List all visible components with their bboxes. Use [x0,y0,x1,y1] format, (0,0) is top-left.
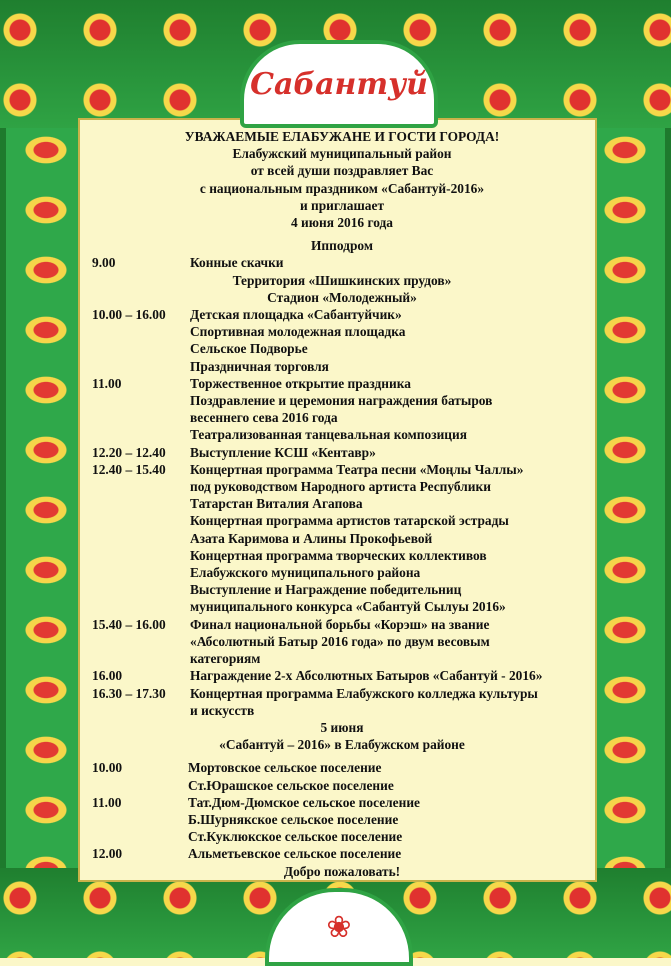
schedule-time: 9.00 [92,255,116,271]
schedule-row [92,633,592,650]
schedule-row [92,444,592,461]
schedule-time: 10.00 – 16.00 [92,307,166,323]
venue-title: Территория «Шишкинских прудов» [232,272,452,288]
schedule-event: Альметьевское сельское поселение [188,846,402,862]
day2-date: 5 июня [320,719,364,735]
schedule-event: Финал национальной борьбы «Корэш» на звание [190,616,490,632]
schedule-time [92,777,188,794]
schedule-event: Мортовское сельское поселение [188,760,382,776]
schedule-row [92,667,592,684]
logo-text: Сабантуй [250,66,428,102]
schedule-row [92,375,592,392]
schedule-time: 15.40 – 16.00 [92,616,166,632]
schedule-row [92,254,592,271]
schedule-time: 16.30 – 17.30 [92,685,166,701]
schedule-event: Концертная программа Елабужского колледжа культуры [190,685,538,701]
schedule-event: Конные скачки [190,255,284,271]
schedule-time: 11.00 [92,794,122,810]
schedule-time [92,358,190,375]
schedule-event: Сельское Подворье [190,341,308,357]
schedule-event: категориям [190,651,261,667]
schedule-time [92,340,190,357]
sabantuy-logo [240,40,438,128]
greeting-line: от всей души поздравляет Вас [250,163,434,179]
schedule-time: 11.00 [92,375,122,391]
schedule-time [92,581,190,598]
schedule-row [92,512,592,529]
schedule-row [92,306,592,323]
venue-title: Ипподром [311,238,373,254]
schedule-row [92,777,592,794]
day2-schedule [92,759,592,862]
schedule-event: Театрализованная танцевальная композиция [190,427,467,443]
schedule-event: Ст.Куклюкское сельское поселение [188,829,403,845]
schedule-row [92,794,592,811]
schedule-row [92,547,592,564]
schedule-row [92,409,592,426]
schedule-event: Б.Шурнякское сельское поселение [188,811,399,827]
schedule-time: 12.00 [92,846,123,862]
greeting-line: с национальным праздником «Сабантуй-2016» [199,180,485,196]
schedule-row [92,598,592,615]
schedule-row [92,530,592,547]
schedule-time [92,409,190,426]
schedule-row [92,616,592,633]
schedule-time [92,702,190,719]
schedule-event: Торжественное открытие праздника [190,375,411,391]
schedule-event: Елабужского муниципального района [190,565,421,581]
schedule-row [92,828,592,845]
schedule-event: Выступление КСШ «Кентавр» [190,444,376,460]
schedule-time [92,530,190,547]
schedule-event: и искусств [190,702,255,718]
schedule-row [92,461,592,478]
schedule-event: Татарстан Виталия Агапова [190,496,363,512]
schedule-time [92,564,190,581]
schedule-event: Награждение 2-х Абсолютных Батыров «Сабантуй - 2016» [190,668,543,684]
schedule-time [92,426,190,443]
schedule-row [92,564,592,581]
schedule-event: Концертная программа Театра песни «Моңлы Чаллы» [190,461,524,477]
schedule-row [92,845,592,862]
greeting-line: Елабужский муниципальный район [232,146,452,162]
schedule-event: «Абсолютный Батыр 2016 года» по двум весовым [190,633,490,649]
greeting-heading: УВАЖАЕМЫЕ ЕЛАБУЖАНЕ И ГОСТИ ГОРОДА! [184,129,500,144]
schedule-event: Концертная программа артистов татарской эстрады [190,513,509,529]
schedule-time [92,478,190,495]
schedule-row [92,495,592,512]
schedule-row [92,358,592,375]
schedule-row [92,323,592,340]
schedule-row [92,811,592,828]
venue-title: Стадион «Молодежный» [267,289,417,305]
schedule-event: Поздравление и церемония награждения батыров [190,393,493,409]
schedule-time [92,828,188,845]
schedule-row [92,340,592,357]
schedule-time: 12.20 – 12.40 [92,444,166,460]
schedule-event: Азата Каримова и Алины Прокофьевой [190,530,433,546]
day1-schedule [92,306,592,719]
schedule-row [92,759,592,776]
schedule-row [92,478,592,495]
schedule-row [92,650,592,667]
schedule-time [92,598,190,615]
schedule-row [92,685,592,702]
schedule-event: Ст.Юрашское сельское поселение [188,777,394,793]
schedule-row [92,581,592,598]
schedule-time: 12.40 – 15.40 [92,461,166,477]
schedule-time [92,811,188,828]
schedule-row [92,702,592,719]
schedule-row [92,392,592,409]
invitation-text [92,128,592,880]
schedule-event: муниципального конкурса «Сабантуй Сылуы 2016» [190,599,506,615]
schedule-time [92,633,190,650]
greeting-line: и приглашает [299,197,385,213]
schedule-event: Тат.Дюм-Дюмское сельское поселение [188,794,420,810]
schedule-event: Спортивная молодежная площадка [190,324,406,340]
schedule-event: Праздничная торговля [190,358,329,374]
schedule-event: весеннего сева 2016 года [190,410,338,426]
closing-text: Добро пожаловать! [283,863,401,879]
event-date: 4 июня 2016 года [291,215,393,231]
schedule-time: 10.00 [92,760,123,776]
schedule-time [92,323,190,340]
schedule-time [92,392,190,409]
schedule-event: Выступление и Награждение победительниц [190,582,462,598]
schedule-event: Концертная программа творческих коллективов [190,547,487,563]
schedule-time [92,495,190,512]
schedule-row [92,426,592,443]
day2-title: «Сабантуй – 2016» в Елабужском районе [219,737,465,753]
schedule-event: под руководством Народного артиста Республики [190,479,491,495]
schedule-event: Детская площадка «Сабантуйчик» [190,307,402,323]
flower-icon: ❀ [326,910,352,944]
schedule-time: 16.00 [92,668,123,684]
schedule-time [92,547,190,564]
schedule-time [92,650,190,667]
schedule-time [92,512,190,529]
